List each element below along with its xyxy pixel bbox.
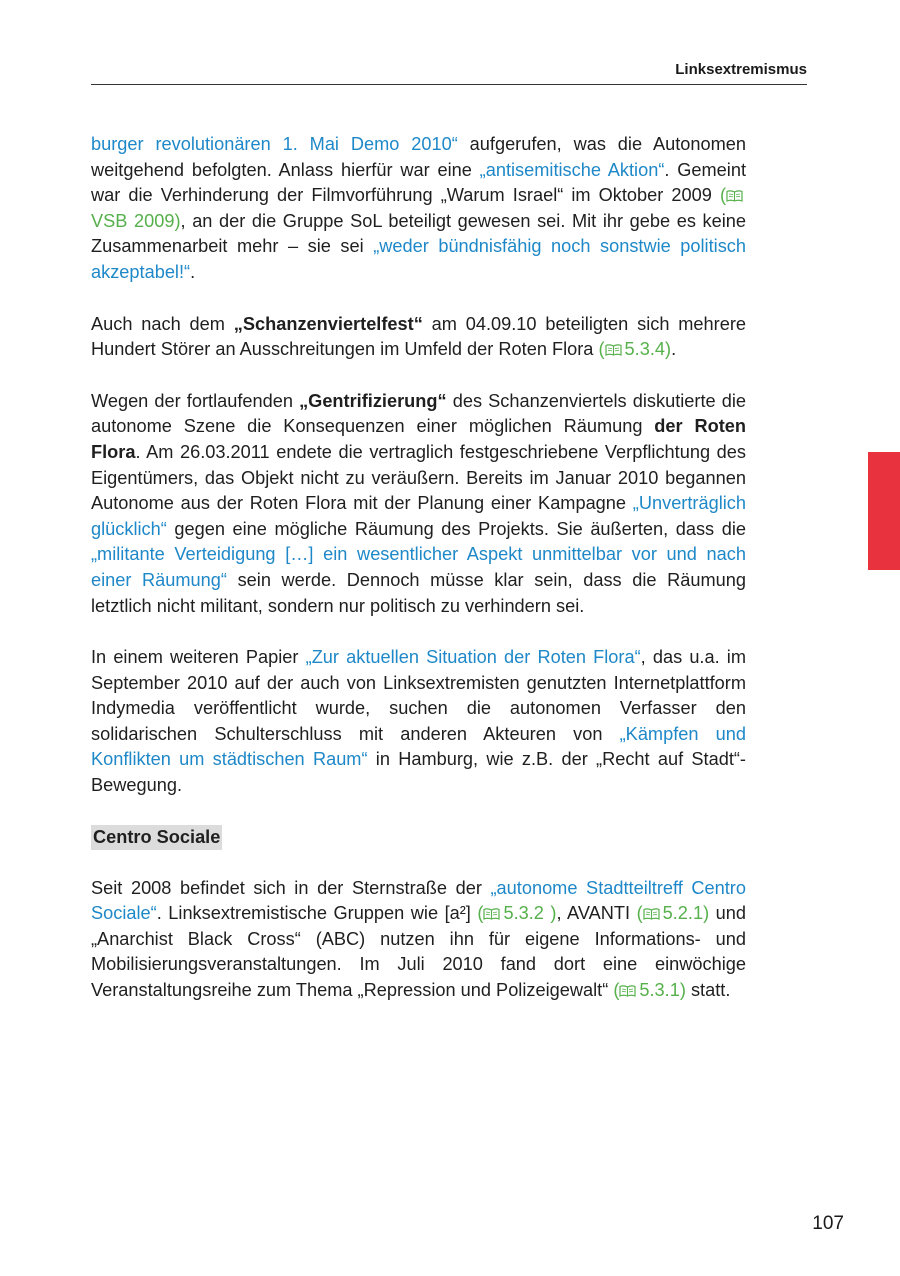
text: , AVANTI (556, 903, 637, 924)
text: In einem weiteren Papier (91, 647, 306, 668)
reference-link[interactable]: ( 5.3.2 ) (477, 903, 557, 924)
paragraph-1 (91, 132, 746, 286)
reference-link[interactable]: ( 5.3.1) (613, 980, 686, 1001)
paragraph-3 (91, 389, 746, 619)
book-icon (483, 908, 500, 920)
quote: burger revolutionären 1. Mai Demo 2010“ (91, 134, 458, 154)
text: . Linksextremistische Gruppen wie [a²] (156, 903, 478, 924)
body-text (91, 132, 746, 1030)
quote: „Unverträglich glücklich“ (91, 493, 746, 539)
quote: „militante Verteidigung […] ein wesentlicher Aspekt unmittelbar vor und nach einer Räumung“ (91, 544, 746, 590)
page-number: 107 (812, 1213, 844, 1234)
quote: „autonome Stadtteiltreff Centro Sociale“ (91, 877, 746, 924)
bold-term: der Roten Flora (91, 416, 746, 462)
text: Wegen der fortlaufenden (91, 390, 300, 411)
quote: „weder bündnisfähig noch sonstwie politisch akzeptabel!“ (91, 236, 746, 282)
text: am 04.09.10 beteiligten sich mehrere Hundert Störer an Ausschreitungen im Umfeld der Roten Flora (91, 313, 747, 360)
section-heading: Centro Sociale (91, 825, 222, 850)
paragraph-4 (91, 645, 746, 799)
text: . Am 26.03.2011 endete die vertraglich festgeschriebene Verpflichtung des Eigentümers, das Objekt nicht zu veräußern. Bereits im Januar 2010 begannen Autonome aus der Roten Flora mit der Planung einer Kampagne (91, 441, 746, 514)
text: in Hamburg, wie z.B. der „Recht auf Stadt“-Bewegung. (91, 749, 746, 796)
running-header: Linksextremismus (675, 61, 807, 78)
text: aufgerufen, was die Autonomen weitgehend befolgten. Anlass hierfür war eine (91, 134, 746, 180)
text: , an der die Gruppe SoL beteiligt gewesen sei. Mit ihr gebe es keine Zusammenarbeit mehr – sie sei (91, 210, 747, 257)
quote: „Zur aktuellen Situation der Roten Flora“ (305, 647, 641, 668)
text: gegen eine mögliche Räumung des Projekts. Sie äußerten, dass die (166, 518, 746, 539)
text: des Schanzenviertels diskutierte die autonome Szene die Konsequenzen einer möglichen Räumung (91, 390, 747, 437)
text: sein werde. Dennoch müsse klar sein, dass die Räumung letztlich nicht militant, sondern nur politisch zu verhindern sei. (91, 569, 746, 616)
text: , das u.a. im September 2010 auf der auch von Linksextremisten genutzten Internetplattform Indymedia veröffentlicht wurde, suchen die autonomen Verfasser den solidarischen Schulterschluss mit anderen Akteuren von (91, 647, 746, 744)
text: und „Anarchist Black Cross“ (ABC) nutzen ihn für eigene Informations- und Mobilisierungsveranstaltungen. Im Juli 2010 fand dort eine einwöchige Veranstaltungsreihe zum Thema „Repression und Polizeigewalt“ (91, 903, 747, 1001)
text: . (671, 339, 677, 360)
reference-link[interactable]: ( 5.2.1) (636, 903, 710, 924)
book-icon (605, 344, 622, 356)
header-rule (91, 84, 807, 85)
chapter-tab (868, 452, 900, 570)
book-icon (619, 985, 636, 997)
reference-link[interactable]: (VSB 2009) (91, 185, 746, 231)
text: . Gemeint war die Verhinderung der Filmvorführung „Warum Israel“ im Oktober 2009 (91, 159, 746, 206)
book-icon (643, 908, 660, 920)
text: Auch nach dem (91, 313, 234, 334)
bold-term: „Gentrifizierung“ (299, 390, 447, 411)
bold-term: „Schanzenviertelfest“ (233, 313, 423, 334)
paragraph-2 (91, 312, 746, 363)
quote: „Kämpfen und Konflikten um städtischen Raum“ (91, 723, 746, 770)
text: statt. (685, 980, 731, 1001)
quote: „antisemitische Aktion“ (479, 159, 665, 180)
text: . (190, 261, 196, 282)
paragraph-5 (91, 876, 746, 1004)
book-icon (726, 190, 743, 202)
text: Seit 2008 befindet sich in der Sternstraße der (91, 877, 491, 898)
reference-link[interactable]: ( 5.3.4) (598, 339, 672, 360)
